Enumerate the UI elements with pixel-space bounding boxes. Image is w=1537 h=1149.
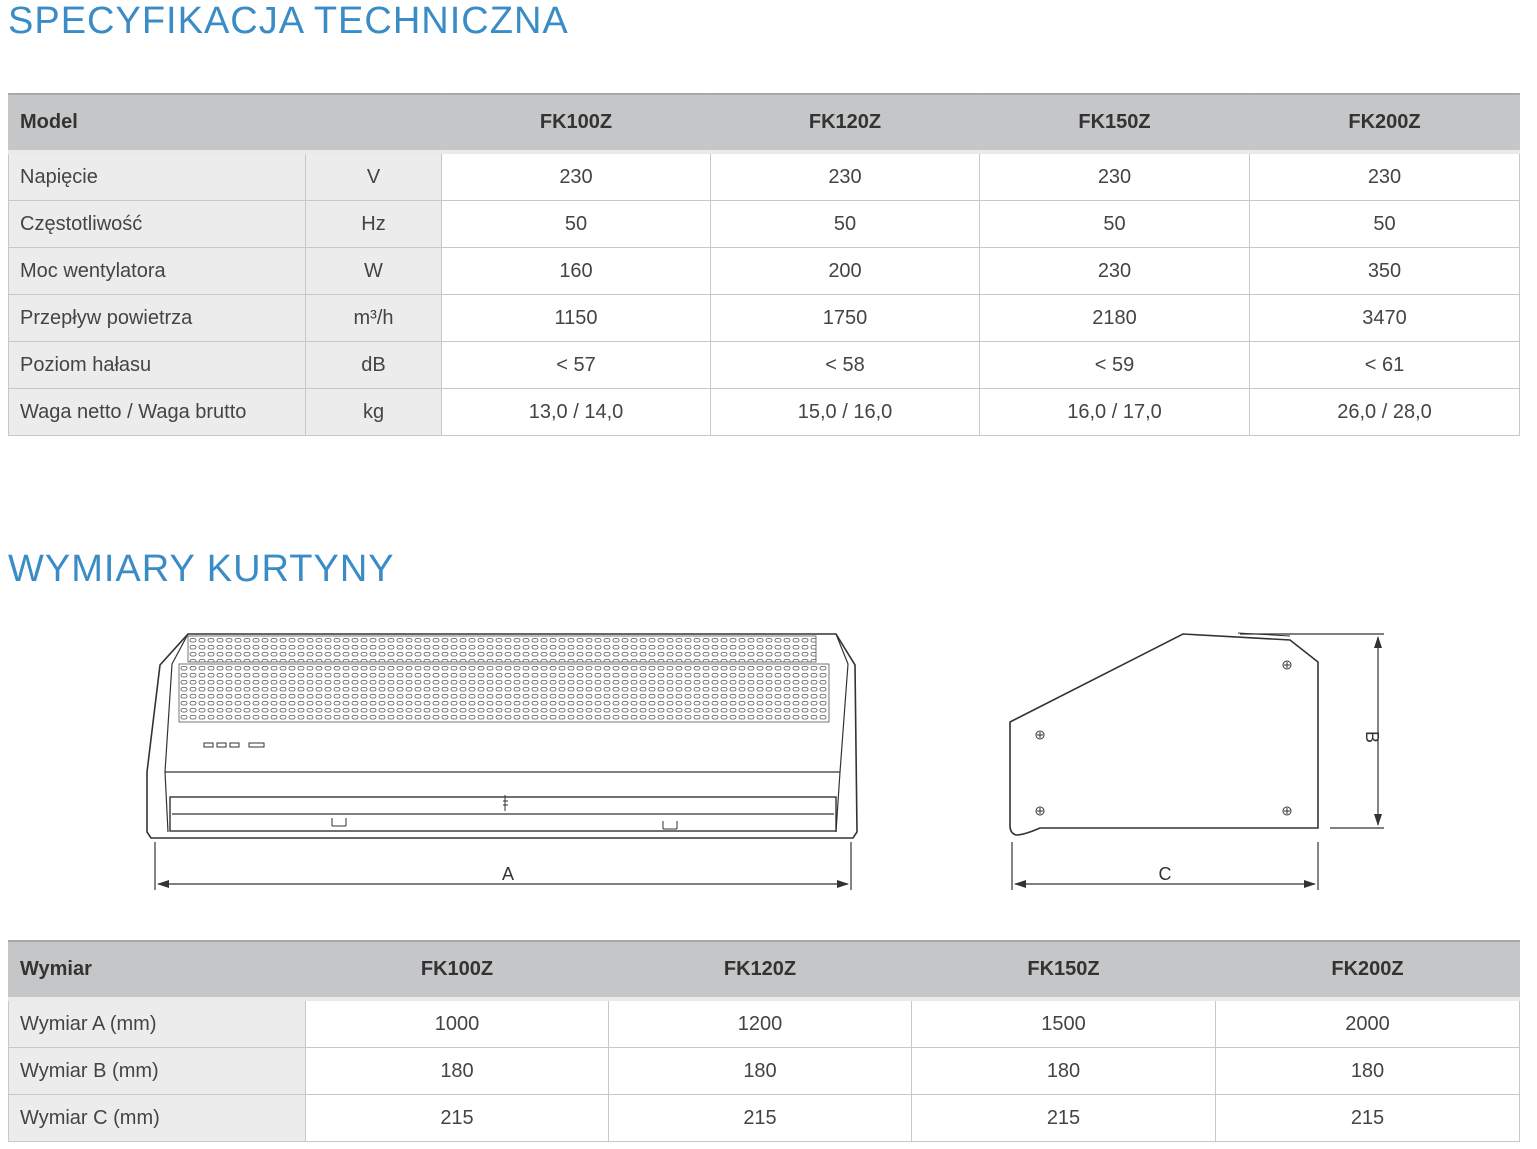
dimension-a-label: A [501,864,515,884]
model-column-header: FK150Z [912,941,1216,999]
table-cell: 180 [912,1048,1216,1095]
model-column-header: FK200Z [1250,94,1520,152]
row-label: Wymiar A (mm) [9,999,306,1048]
table-cell: 50 [711,201,980,248]
table-row [9,295,1520,342]
model-column-header: FK120Z [711,94,980,152]
model-header: Model [9,94,442,152]
row-unit: kg [306,389,442,436]
air-curtain-dimension-drawing [0,600,1537,900]
model-column-header: FK150Z [980,94,1250,152]
table-cell: 50 [1250,201,1520,248]
table-row [9,389,1520,436]
table-cell: 200 [711,248,980,295]
table-cell: 26,0 / 28,0 [1250,389,1520,436]
table-cell: 350 [1250,248,1520,295]
row-label: Wymiar C (mm) [9,1095,306,1142]
table-cell: 230 [980,248,1250,295]
row-unit: dB [306,342,442,389]
table-cell: 1750 [711,295,980,342]
model-column-header: FK100Z [442,94,711,152]
table-row [9,342,1520,389]
table-cell: < 58 [711,342,980,389]
side-view [1010,633,1318,835]
table-row [9,201,1520,248]
table-cell: 180 [609,1048,912,1095]
table-cell: 50 [980,201,1250,248]
table-row [9,1095,1520,1142]
table-row [9,248,1520,295]
row-label: Waga netto / Waga brutto [9,389,306,436]
spec-table [8,93,1520,436]
table-cell: 215 [306,1095,609,1142]
table-row [9,152,1520,201]
table-cell: 230 [980,152,1250,201]
dimension-c-label: C [1158,864,1172,884]
table-cell: 3470 [1250,295,1520,342]
dimension-header: Wymiar [9,941,306,999]
table-cell: 230 [711,152,980,201]
front-view [147,634,857,838]
table-row [9,1048,1520,1095]
row-label: Moc wentylatora [9,248,306,295]
spec-section-title: SPECYFIKACJA TECHNICZNA [8,0,569,42]
dimensions-section-title: WYMIARY KURTYNY [8,548,395,590]
dimensions-header-row [9,941,1520,999]
spec-header-row [9,94,1520,152]
row-label: Wymiar B (mm) [9,1048,306,1095]
table-cell: 215 [609,1095,912,1142]
row-unit: m³/h [306,295,442,342]
table-cell: 180 [306,1048,609,1095]
table-cell: < 57 [442,342,711,389]
row-unit: V [306,152,442,201]
table-cell: 13,0 / 14,0 [442,389,711,436]
table-cell: < 59 [980,342,1250,389]
table-cell: 230 [1250,152,1520,201]
dimension-b-label: B [1362,730,1382,744]
dimensions-table [8,940,1520,1142]
table-row [9,999,1520,1048]
table-cell: 160 [442,248,711,295]
table-cell: 1150 [442,295,711,342]
row-label: Napięcie [9,152,306,201]
table-cell: 15,0 / 16,0 [711,389,980,436]
table-cell: 1500 [912,999,1216,1048]
model-column-header: FK200Z [1216,941,1520,999]
row-label: Częstotliwość [9,201,306,248]
row-unit: Hz [306,201,442,248]
table-cell: 215 [1216,1095,1520,1142]
table-cell: 215 [912,1095,1216,1142]
table-cell: 180 [1216,1048,1520,1095]
model-column-header: FK100Z [306,941,609,999]
table-cell: 230 [442,152,711,201]
table-cell: 1200 [609,999,912,1048]
table-cell: 16,0 / 17,0 [980,389,1250,436]
table-cell: 50 [442,201,711,248]
row-label: Poziom hałasu [9,342,306,389]
row-label: Przepływ powietrza [9,295,306,342]
model-column-header: FK120Z [609,941,912,999]
table-cell: 2180 [980,295,1250,342]
table-cell: 2000 [1216,999,1520,1048]
row-unit: W [306,248,442,295]
table-cell: 1000 [306,999,609,1048]
table-cell: < 61 [1250,342,1520,389]
